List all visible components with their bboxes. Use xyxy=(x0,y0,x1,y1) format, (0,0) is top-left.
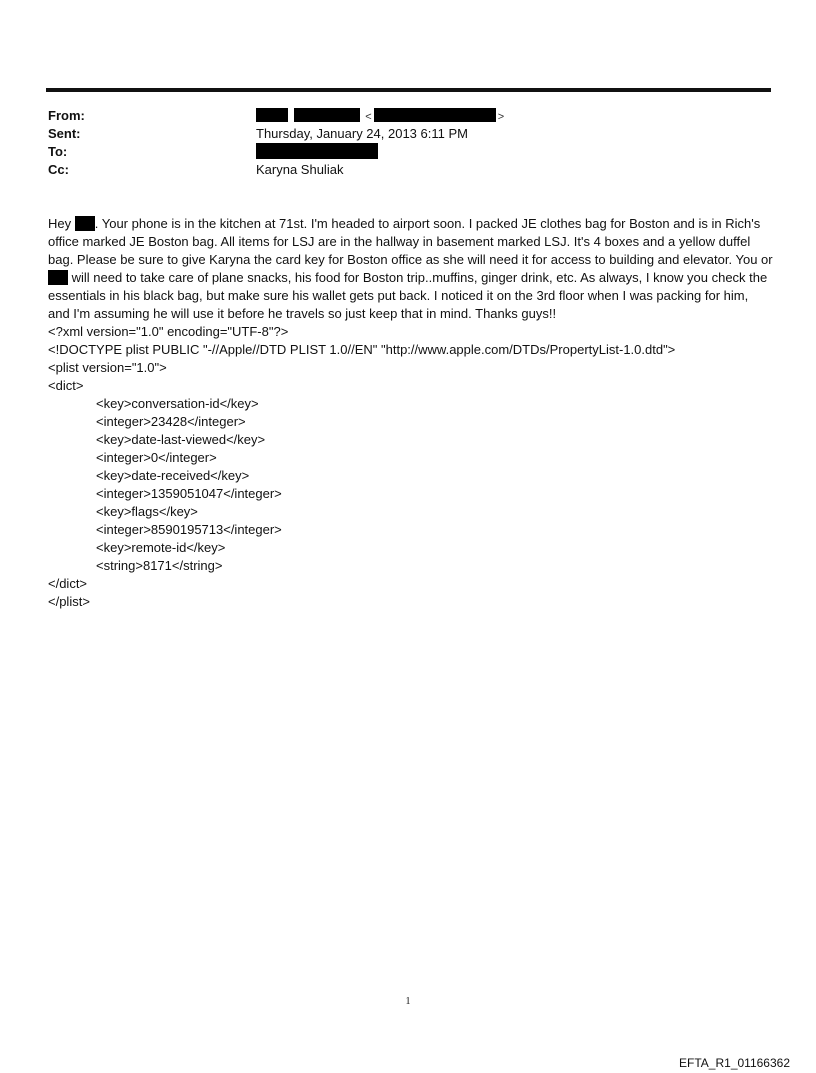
from-label: From: xyxy=(48,108,85,123)
xml-line: <dict> xyxy=(48,378,84,393)
xml-line: <key>conversation-id</key> xyxy=(96,396,259,411)
message-text-1: Hey xyxy=(48,216,72,231)
cc-label: Cc: xyxy=(48,162,69,177)
xml-line: </dict> xyxy=(48,576,88,591)
gt-bracket: > xyxy=(497,111,505,123)
message-text-2: . Your phone is in the kitchen at 71st. I'm headed to airport soon. I packed JE clothes bag for Boston and is in Rich's office marked JE Boston bag. All items for LSJ are in the hallway in basement marked LSJ. It's 4 boxes and a yellow duffel bag. Please be sure to give Karyna the card key for Boston office as she will need it for access to building and elevator. You or xyxy=(48,216,773,267)
xml-line: <key>date-last-viewed</key> xyxy=(96,432,266,447)
email-body xyxy=(48,215,773,611)
redaction-block xyxy=(256,108,288,122)
page-number: 1 xyxy=(405,996,411,1007)
from-value xyxy=(256,107,506,126)
message-text-3: will need to take care of plane snacks, his food for Boston trip..muffins, ginger drink, etc. As always, I know you check the essentials in his black bag, but make sure his wallet gets put back. I noticed it on the 3rd floor when I was packing for him, and I'm assuming he will use it before he travels so just keep that in mind. Thanks guys!! xyxy=(48,270,768,321)
redaction-block xyxy=(374,108,496,122)
xml-line: <!DOCTYPE plist PUBLIC "-//Apple//DTD PLIST 1.0//EN" "http://www.apple.com/DTDs/PropertyList-1.0.dtd"> xyxy=(48,342,676,357)
xml-line: <string>8171</string> xyxy=(96,558,223,573)
bates-number: EFTA_R1_01166362 xyxy=(679,1056,790,1070)
xml-line: </plist> xyxy=(48,594,90,609)
cc-value: Karyna Shuliak xyxy=(256,162,344,177)
xml-line: <integer>1359051047</integer> xyxy=(96,486,282,501)
redaction-block xyxy=(256,143,378,159)
sent-value: Thursday, January 24, 2013 6:11 PM xyxy=(256,126,468,141)
sent-label: Sent: xyxy=(48,126,81,141)
message-paragraph xyxy=(48,215,773,323)
header-rule xyxy=(46,88,771,92)
redaction-block xyxy=(75,216,95,231)
plist-xml-block xyxy=(48,323,773,611)
xml-line: <?xml version="1.0" encoding="UTF-8"?> xyxy=(48,324,289,339)
xml-line: <key>date-received</key> xyxy=(96,468,250,483)
lt-bracket: < xyxy=(365,111,372,123)
xml-line: <plist version="1.0"> xyxy=(48,360,167,375)
xml-line: <integer>0</integer> xyxy=(96,450,217,465)
xml-line: <integer>23428</integer> xyxy=(96,414,246,429)
xml-line: <key>flags</key> xyxy=(96,504,198,519)
xml-line: <integer>8590195713</integer> xyxy=(96,522,282,537)
to-value xyxy=(256,143,378,162)
xml-line: <key>remote-id</key> xyxy=(96,540,226,555)
redaction-block xyxy=(48,270,68,285)
redaction-block xyxy=(294,108,360,122)
to-label: To: xyxy=(48,144,68,159)
